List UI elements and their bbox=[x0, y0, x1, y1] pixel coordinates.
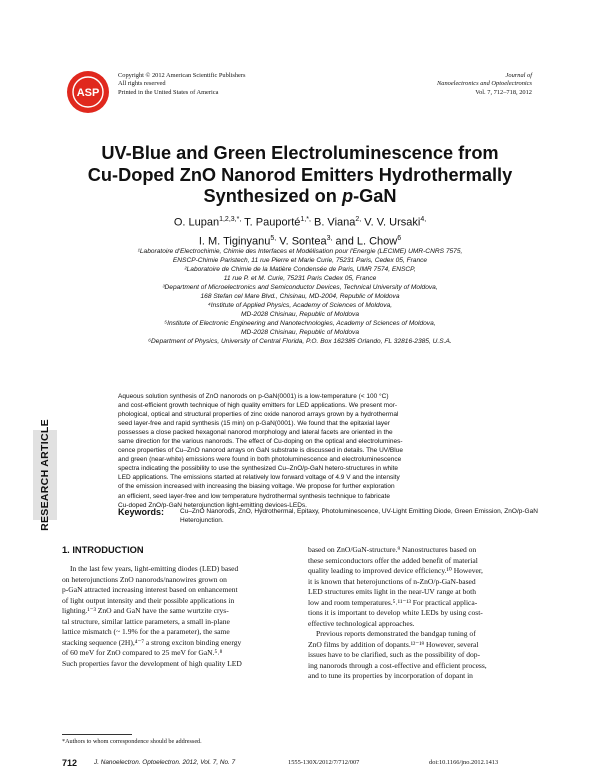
body-line: low and room temperatures.⁵˒¹¹⁻¹³ For practical applica- bbox=[308, 597, 478, 607]
body-line: based on ZnO/GaN-structure.⁹ Nanostructures based on bbox=[308, 545, 477, 554]
affiliation-line: ³Department of Microelectronics and Semiconductor Devices, Technical University of Moldova, bbox=[162, 284, 438, 291]
body-line: tions it is important to develop white LEDs by using cost- bbox=[308, 608, 483, 617]
body-line: LED structures emits light in the near-UV range at both bbox=[308, 587, 477, 596]
title-line-3: Synthesized on p-GaN bbox=[203, 186, 397, 206]
affiliation-line: ENSCP-Chimie Paristech, 11 rue Pierre et Marie Curie, 75231 Paris, Cedex 05, France bbox=[172, 257, 428, 264]
abstract bbox=[118, 392, 550, 510]
abstract-line: seed layer-free and rapid synthesis (15 min) on p-GaN(0001). We found that the epitaxial layer bbox=[118, 420, 390, 428]
authors-line-2: I. M. Tiginyanu$^{5,}$ V. Sontea$^{3,}$ and L. Chow$^6$ bbox=[198, 234, 402, 248]
title-line-1: UV-Blue and Green Electroluminescence from bbox=[101, 143, 499, 163]
affiliation-line: ¹Laboratoire d'Electrochimie, Chimie des Interfaces et Modélisation pour l'Energie (LECIME) UMR-CNRS 7575, bbox=[137, 248, 463, 255]
abstract-line: phological, optical and structural properties of zinc oxide nanorod arrays grown by a hydrothermal bbox=[118, 411, 399, 419]
abstract-line: and cost-efficient growth technique of high quality emitters for LED applications. We present mor- bbox=[118, 402, 398, 410]
page-number: 712 bbox=[62, 758, 78, 768]
keywords-label: Keywords: bbox=[118, 507, 165, 517]
affiliation-line: ⁴Institute of Applied Physics, Academy of Sciences of Moldova, bbox=[207, 302, 393, 309]
footnote-divider bbox=[62, 734, 132, 735]
abstract-line: Cu-doped ZnO/p-GaN heterojunction light-emitting devices-LEDs. bbox=[118, 501, 307, 509]
body-line: ing nanorods through a cost-effective and efficient process, bbox=[308, 660, 487, 670]
body-line: stacking sequence (2H),⁴⁻⁷ a strong exciton binding energy bbox=[62, 637, 242, 647]
abstract-line: and green (near-white) emissions were found in both photoluminescence and electroluminescence bbox=[118, 456, 402, 464]
affiliation-line: 11 rue P. et M. Curie, 75231 Paris Cedex 05, France bbox=[223, 275, 377, 282]
body-line: tal structure, similar lattice parameters, a small in-plane bbox=[62, 616, 230, 626]
body-line: ZnO films by addition of dopants.¹²⁻¹⁹ However, several bbox=[308, 639, 479, 649]
title-line-2: Cu-Doped ZnO Nanorod Emitters Hydrothermally bbox=[87, 164, 513, 185]
body-line: Such properties favor the development of high quality LED bbox=[62, 658, 242, 668]
asp-logo bbox=[66, 70, 110, 114]
abstract-line: Aqueous solution synthesis of ZnO nanorods on p-GaN(0001) is a low-temperature (< 100 °C) bbox=[118, 393, 389, 400]
authors-line-1: O. Lupan$^{1,2,3,*,}$ T. Pauporté$^{1,*,}$ B. Viana$^{2,}$ V. V. Ursaki$^{4,}$ bbox=[173, 216, 427, 229]
keywords-text: Cu–ZnO Nanorods, ZnO, Hydrothermal, Epitaxy, Photoluminescence, UV-Light Emitting Diode, Green Emission, ZnO/p-GaN Heterojunction. bbox=[180, 508, 538, 524]
affiliation-line: 168 Stefan cel Mare Blvd., Chisinau, MD-2004, Republic of Moldova bbox=[200, 293, 400, 300]
copyright-block bbox=[118, 72, 246, 97]
body-line: Previous reports demonstrated the bandgap tuning of bbox=[316, 629, 476, 638]
journal-info bbox=[437, 72, 532, 97]
affiliation-line: ⁵Institute of Electronic Engineering and Nanotechnologies, Academy of Sciences of Moldova, bbox=[164, 320, 436, 327]
issn: 1555-130X/2012/7/712/007 bbox=[288, 759, 360, 766]
body-line: lattice mismatch (~ 1.9% for the a parameter), the same bbox=[62, 627, 230, 636]
logo-text: ASP bbox=[76, 87, 100, 99]
abstract-line: LED applications. The emissions started at relatively low forward voltage of 4.9 V and the intensity bbox=[118, 474, 400, 482]
body-line: In the last few years, light-emitting diodes (LED) based bbox=[70, 564, 239, 573]
journal-citation: J. Nanoelectron. Optoelectron. 2012, Vol. 7, No. 7 bbox=[94, 759, 236, 766]
rights-line: All rights reserved bbox=[118, 80, 166, 88]
author-list bbox=[60, 212, 540, 249]
body-line: it is known that heterojunctions of n-ZnO/p-GaN-based bbox=[308, 576, 476, 586]
abstract-line: same direction for the various nanorods. The effect of Cu-doping on the optical and electrolumines- bbox=[118, 438, 403, 446]
body-line: and to tune its properties by incorporation of dopant in bbox=[308, 671, 473, 680]
section-heading: 1. INTRODUCTION bbox=[62, 545, 144, 555]
body-line: of 60 meV for ZnO compared to 25 meV for GaN.⁵˒⁸ bbox=[62, 648, 223, 657]
article-type-label: RESEARCH ARTICLE bbox=[39, 419, 51, 531]
body-line: issues have to be clarified, such as the possibility of dop- bbox=[308, 650, 481, 659]
abstract-line: of the emission increased with increasing the biasing voltage. We propose for further exploration bbox=[118, 483, 395, 491]
printed-line: Printed in the United States of America bbox=[118, 88, 219, 96]
correspondence-footnote: *Authors to whom correspondence should be addressed. bbox=[62, 738, 202, 745]
abstract-line: an efficient, seed layer-free and low temperature hydrothermal synthesis technique to fabricate bbox=[118, 492, 390, 500]
journal-label: Journal of bbox=[505, 72, 532, 79]
affiliation-line: MD-2028 Chisinau, Republic of Moldova bbox=[240, 329, 359, 336]
abstract-line: possesses a close packed hexagonal nanorod morphology and lateral facets are oriented in the bbox=[118, 429, 393, 437]
affiliation-line: ²Laboratoire de Chimie de la Matière Condensée de Paris, UMR 7574, ENSCP, bbox=[184, 266, 416, 273]
abstract-line: spectra indicating the possibility to use the synthesized Cu–ZnO/p-GaN hetero-structures in white bbox=[118, 465, 398, 473]
article-type-label-wrap bbox=[33, 419, 57, 531]
copyright-line: Copyright © 2012 American Scientific Publishers bbox=[118, 72, 246, 79]
affiliation-line: ⁶Department of Physics, University of Central Florida, P.O. Box 162385 Orlando, FL 32816-2385, U.S.A. bbox=[148, 338, 452, 345]
article-title bbox=[60, 143, 540, 208]
doi: doi:10.1166/jno.2012.1413 bbox=[429, 759, 499, 766]
body-line: lighting.¹⁻³ ZnO and GaN have the same wurtzite crys- bbox=[62, 606, 229, 615]
body-line: quality leading to improved device efficiency.¹⁰ However, bbox=[308, 566, 483, 575]
affiliations bbox=[70, 247, 530, 346]
journal-name: Nanoelectronics and Optoelectronics bbox=[436, 80, 532, 88]
affiliation-line: MD-2028 Chisinau, Republic of Moldova bbox=[240, 311, 359, 318]
body-column-left bbox=[62, 564, 304, 669]
body-line: of light output intensity and their possible applications in bbox=[62, 595, 235, 605]
body-column-right bbox=[308, 545, 550, 682]
body-line: effective technological approaches. bbox=[308, 618, 415, 628]
abstract-line: cence properties of Cu–ZnO nanorod arrays on GaN substrate is discussed in details. The UV/Blue bbox=[118, 447, 403, 455]
journal-volume: Vol. 7, 712–718, 2012 bbox=[475, 88, 532, 96]
body-line: p-GaN attracted increasing interest based on enhancement bbox=[62, 585, 238, 594]
body-line: on heterojunctions ZnO nanorods/nanowires grown on bbox=[62, 574, 227, 584]
body-line: these semiconductors offer the added benefit of material bbox=[308, 555, 478, 565]
